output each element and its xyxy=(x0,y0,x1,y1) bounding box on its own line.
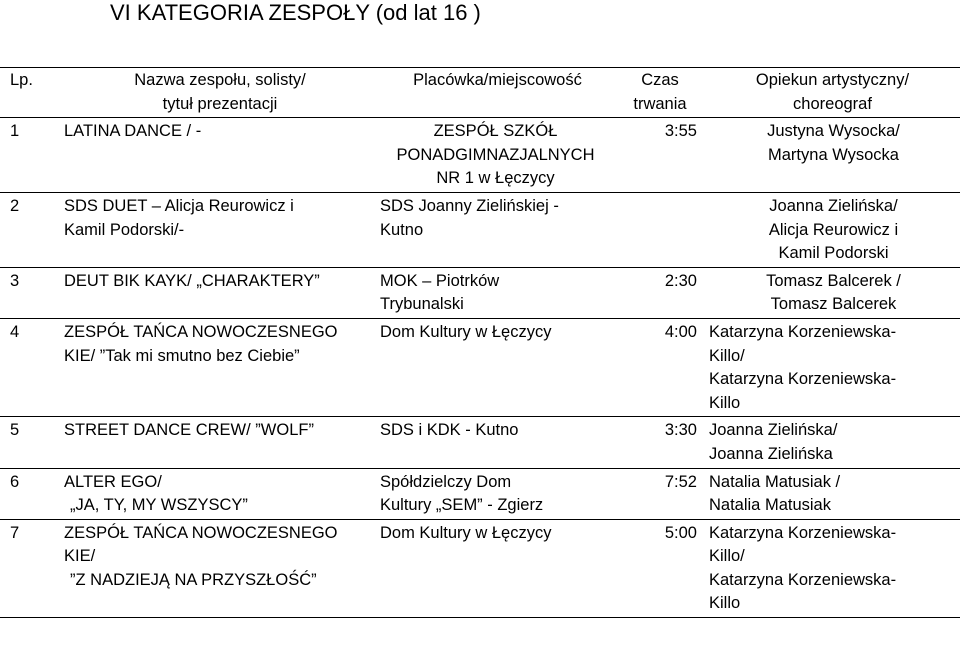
row-time: 7:52 xyxy=(615,468,705,519)
row-coach xyxy=(705,519,960,617)
row-coach-line: Killo xyxy=(709,594,741,613)
row-coach-line: Killo/ xyxy=(709,547,745,566)
row-place xyxy=(380,267,615,318)
table-row xyxy=(0,519,960,617)
header-coach xyxy=(705,68,960,118)
table-header-row xyxy=(0,68,960,118)
row-name-line: „JA, TY, MY WSZYSCY” xyxy=(70,496,248,515)
row-lp: 5 xyxy=(0,417,60,468)
row-coach-line: Killo xyxy=(709,393,741,412)
header-time-line1: Czas xyxy=(641,71,679,89)
header-name-line2: tytuł prezentacji xyxy=(162,94,278,113)
row-place xyxy=(380,118,615,193)
row-name-line: STREET DANCE CREW/ ”WOLF” xyxy=(64,421,314,440)
row-lp: 1 xyxy=(0,118,60,193)
row-coach-line: Natalia Matusiak xyxy=(709,496,831,515)
header-name-line1: Nazwa zespołu, solisty/ xyxy=(134,71,306,89)
row-place-line: SDS i KDK - Kutno xyxy=(380,421,519,440)
row-name-line: ZESPÓŁ TAŃCA NOWOCZESNEGO xyxy=(64,322,338,341)
row-name xyxy=(60,192,380,267)
header-coach-line1: Opiekun artystyczny/ xyxy=(755,71,910,89)
table-row xyxy=(0,267,960,318)
table-row xyxy=(0,468,960,519)
row-coach-line: Katarzyna Korzeniewska- xyxy=(709,322,897,341)
row-time xyxy=(615,192,705,267)
row-coach-line: Kamil Podorski xyxy=(778,244,889,263)
row-coach xyxy=(705,318,960,416)
row-coach-line: Katarzyna Korzeniewska- xyxy=(709,570,897,589)
row-place xyxy=(380,519,615,617)
row-place xyxy=(380,318,615,416)
row-place-line: ZESPÓŁ SZKÓŁ xyxy=(433,122,558,141)
row-coach-line: Katarzyna Korzeniewska- xyxy=(709,370,897,389)
row-name-line: LATINA DANCE / - xyxy=(64,122,202,141)
row-place-line: Spółdzielczy Dom xyxy=(380,472,512,491)
row-coach xyxy=(705,118,960,193)
row-time: 3:30 xyxy=(615,417,705,468)
row-name xyxy=(60,468,380,519)
row-name-line: SDS DUET – Alicja Reurowicz i xyxy=(64,196,294,215)
row-coach-line: Katarzyna Korzeniewska- xyxy=(709,523,897,542)
row-coach-line: Natalia Matusiak / xyxy=(709,472,841,491)
row-place-line: MOK – Piotrków xyxy=(380,271,500,290)
header-place: Placówka/miejscowość xyxy=(380,68,615,118)
table-row xyxy=(0,118,960,193)
row-coach-line: Alicja Reurowicz i xyxy=(768,220,899,239)
row-place xyxy=(380,468,615,519)
header-time xyxy=(615,68,705,118)
row-place-line: Dom Kultury w Łęczycy xyxy=(380,523,552,542)
row-name xyxy=(60,118,380,193)
row-name xyxy=(60,267,380,318)
row-lp: 4 xyxy=(0,318,60,416)
table-row xyxy=(0,318,960,416)
row-name xyxy=(60,519,380,617)
row-place-line: SDS Joanny Zielińskiej - xyxy=(380,196,559,215)
row-lp: 2 xyxy=(0,192,60,267)
row-lp: 7 xyxy=(0,519,60,617)
page-title: VI KATEGORIA ZESPOŁY (od lat 16 ) xyxy=(110,0,481,25)
row-name-line: KIE/ ”Tak mi smutno bez Ciebie” xyxy=(64,346,300,365)
row-coach xyxy=(705,192,960,267)
row-coach-line: Killo/ xyxy=(709,346,745,365)
row-time: 2:30 xyxy=(615,267,705,318)
row-place-line: Dom Kultury w Łęczycy xyxy=(380,322,552,341)
row-place-line: Kutno xyxy=(380,220,424,239)
header-lp: Lp. xyxy=(0,68,60,118)
row-coach-line: Justyna Wysocka/ xyxy=(767,122,900,141)
row-time: 4:00 xyxy=(615,318,705,416)
row-name-line: Kamil Podorski/- xyxy=(64,220,185,239)
row-coach xyxy=(705,417,960,468)
row-name-line: DEUT BIK KAYK/ „CHARAKTERY” xyxy=(64,271,320,290)
row-lp: 3 xyxy=(0,267,60,318)
row-coach-line: Joanna Zielińska/ xyxy=(769,196,898,215)
row-coach xyxy=(705,267,960,318)
row-coach-line: Joanna Zielińska xyxy=(709,444,833,463)
row-name-line: ALTER EGO/ xyxy=(64,472,162,491)
table-row xyxy=(0,192,960,267)
row-coach-line: Joanna Zielińska/ xyxy=(709,421,838,440)
row-place-line: Kultury „SEM” - Zgierz xyxy=(380,496,544,515)
row-place xyxy=(380,192,615,267)
row-coach-line: Tomasz Balcerek xyxy=(770,295,897,314)
row-coach-line: Martyna Wysocka xyxy=(768,145,899,164)
header-time-line2: trwania xyxy=(633,94,687,113)
row-lp: 6 xyxy=(0,468,60,519)
teams-table xyxy=(0,67,960,618)
row-coach xyxy=(705,468,960,519)
row-place xyxy=(380,417,615,468)
row-coach-line: Tomasz Balcerek / xyxy=(766,271,901,290)
row-name xyxy=(60,318,380,416)
row-time: 5:00 xyxy=(615,519,705,617)
table-row xyxy=(0,417,960,468)
row-place-line: PONADGIMNAZJALNYCH xyxy=(396,145,595,164)
row-place-line: NR 1 w Łęczycy xyxy=(436,169,555,188)
row-name-line: KIE/ xyxy=(64,547,96,566)
row-time: 3:55 xyxy=(615,118,705,193)
row-name xyxy=(60,417,380,468)
row-place-line: Trybunalski xyxy=(380,295,464,314)
row-name-line: ”Z NADZIEJĄ NA PRZYSZŁOŚĆ” xyxy=(70,570,317,589)
header-coach-line2: choreograf xyxy=(793,94,872,113)
row-name-line: ZESPÓŁ TAŃCA NOWOCZESNEGO xyxy=(64,523,338,542)
header-name xyxy=(60,68,380,118)
